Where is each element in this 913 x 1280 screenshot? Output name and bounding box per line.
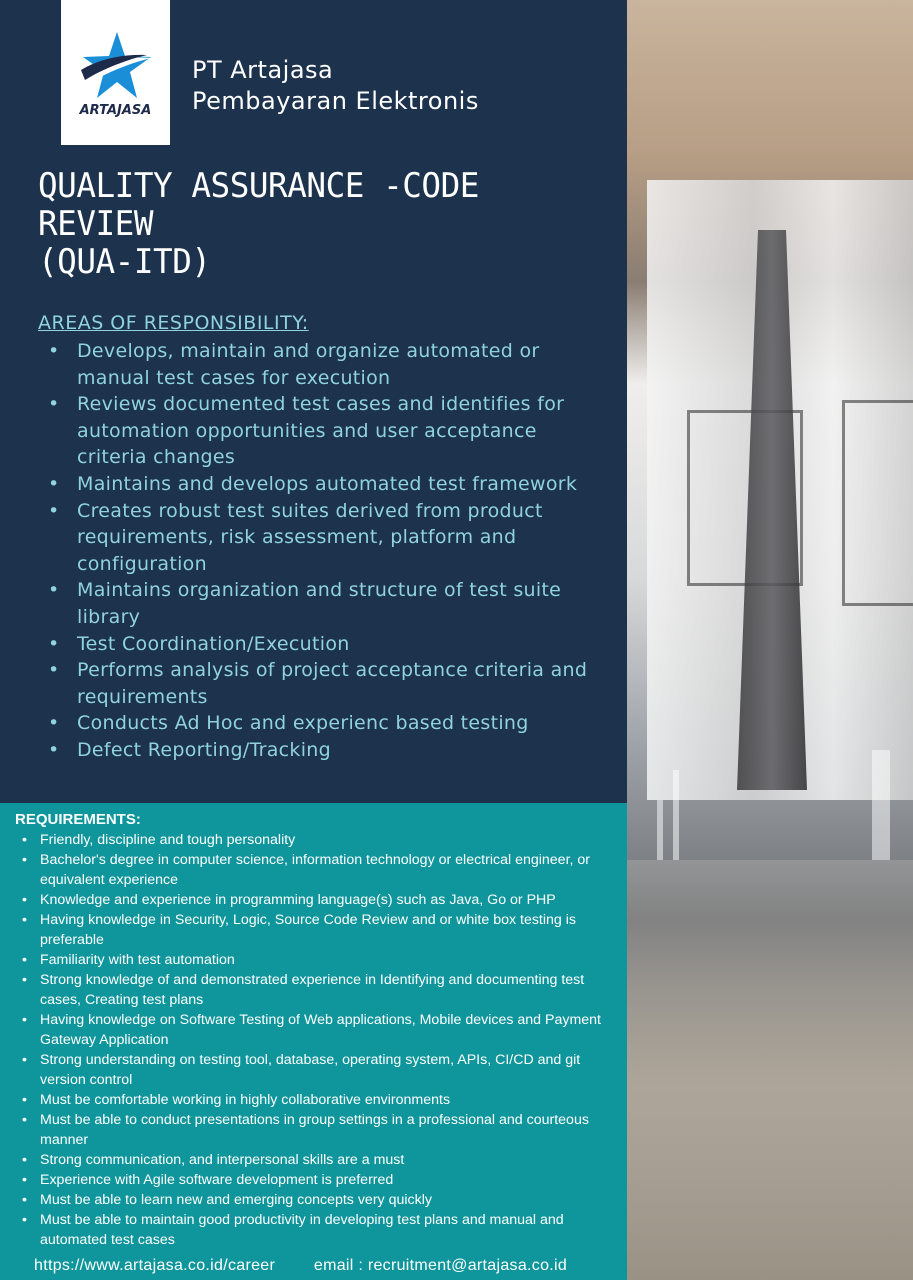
list-item: • Having knowledge on Software Testing of Web applications, Mobile devices and Payment Gateway Application (22, 1010, 619, 1050)
logo-text: ARTAJASA (79, 103, 152, 118)
company-line-1: PT Artajasa (192, 56, 334, 84)
star-icon (77, 30, 153, 100)
list-item: • Defect Reporting/Tracking (48, 737, 608, 764)
chart-bar (872, 750, 890, 860)
list-item: • Maintains and develops automated test framework (48, 471, 608, 498)
email-link[interactable]: email : recruitment@artajasa.co.id (313, 1257, 568, 1274)
list-item: • Must be comfortable working in highly collaborative environments (22, 1090, 619, 1110)
job-title (38, 167, 595, 281)
responsibilities-list (48, 338, 608, 764)
company-name (192, 55, 479, 117)
screen-panel (842, 400, 913, 606)
list-item: • Develops, maintain and organize automated or manual test cases for execution (48, 338, 608, 391)
list-item: • Experience with Agile software development is preferred (22, 1170, 619, 1190)
company-line-2: Pembayaran Elektronis (192, 87, 479, 115)
footer (34, 1257, 567, 1275)
list-item: • Bachelor's degree in computer science, information technology or electrical engineer, or equivalent experience (22, 850, 619, 890)
list-item: • Creates robust test suites derived from product requirements, risk assessment, platform and configuration (48, 498, 608, 578)
background-photo (627, 0, 913, 1280)
chart-bar (657, 800, 663, 860)
list-item: • Test Coordination/Execution (48, 631, 608, 658)
list-item: • Performs analysis of project acceptance criteria and requirements (48, 657, 608, 710)
job-title-line-1: QUALITY ASSURANCE -CODE REVIEW (38, 166, 479, 244)
list-item: • Conducts Ad Hoc and experienc based testing (48, 710, 608, 737)
list-item: • Must be able to maintain good productivity in developing test plans and manual and automated test cases (22, 1210, 619, 1250)
company-logo (61, 0, 170, 145)
list-item: • Reviews documented test cases and identifies for automation opportunities and user acceptance criteria changes (48, 391, 608, 471)
list-item: • Strong understanding on testing tool, database, operating system, APIs, CI/CD and git version control (22, 1050, 619, 1090)
chart-bar (673, 770, 679, 860)
list-item: • Strong knowledge of and demonstrated experience in Identifying and documenting test cases, Creating test plans (22, 970, 619, 1010)
list-item: • Knowledge and experience in programming language(s) such as Java, Go or PHP (22, 890, 619, 910)
job-title-line-2: (QUA-ITD) (38, 242, 211, 282)
city-skyline (627, 860, 913, 1280)
list-item: • Friendly, discipline and tough personality (22, 830, 619, 850)
list-item: • Maintains organization and structure of test suite library (48, 577, 608, 630)
list-item: • Strong communication, and interpersonal skills are a must (22, 1150, 619, 1170)
requirements-list (22, 830, 619, 1250)
list-item: • Must be able to learn new and emerging concepts very quickly (22, 1190, 619, 1210)
requirements-heading: REQUIREMENTS: (15, 811, 141, 828)
list-item: • Must be able to conduct presentations in group settings in a professional and courteous manner (22, 1110, 619, 1150)
responsibilities-heading: AREAS OF RESPONSIBILITY: (38, 312, 309, 334)
list-item: • Having knowledge in Security, Logic, Source Code Review and or white box testing is preferable (22, 910, 619, 950)
website-link[interactable]: https://www.artajasa.co.id/career (34, 1257, 276, 1274)
list-item: • Familiarity with test automation (22, 950, 619, 970)
